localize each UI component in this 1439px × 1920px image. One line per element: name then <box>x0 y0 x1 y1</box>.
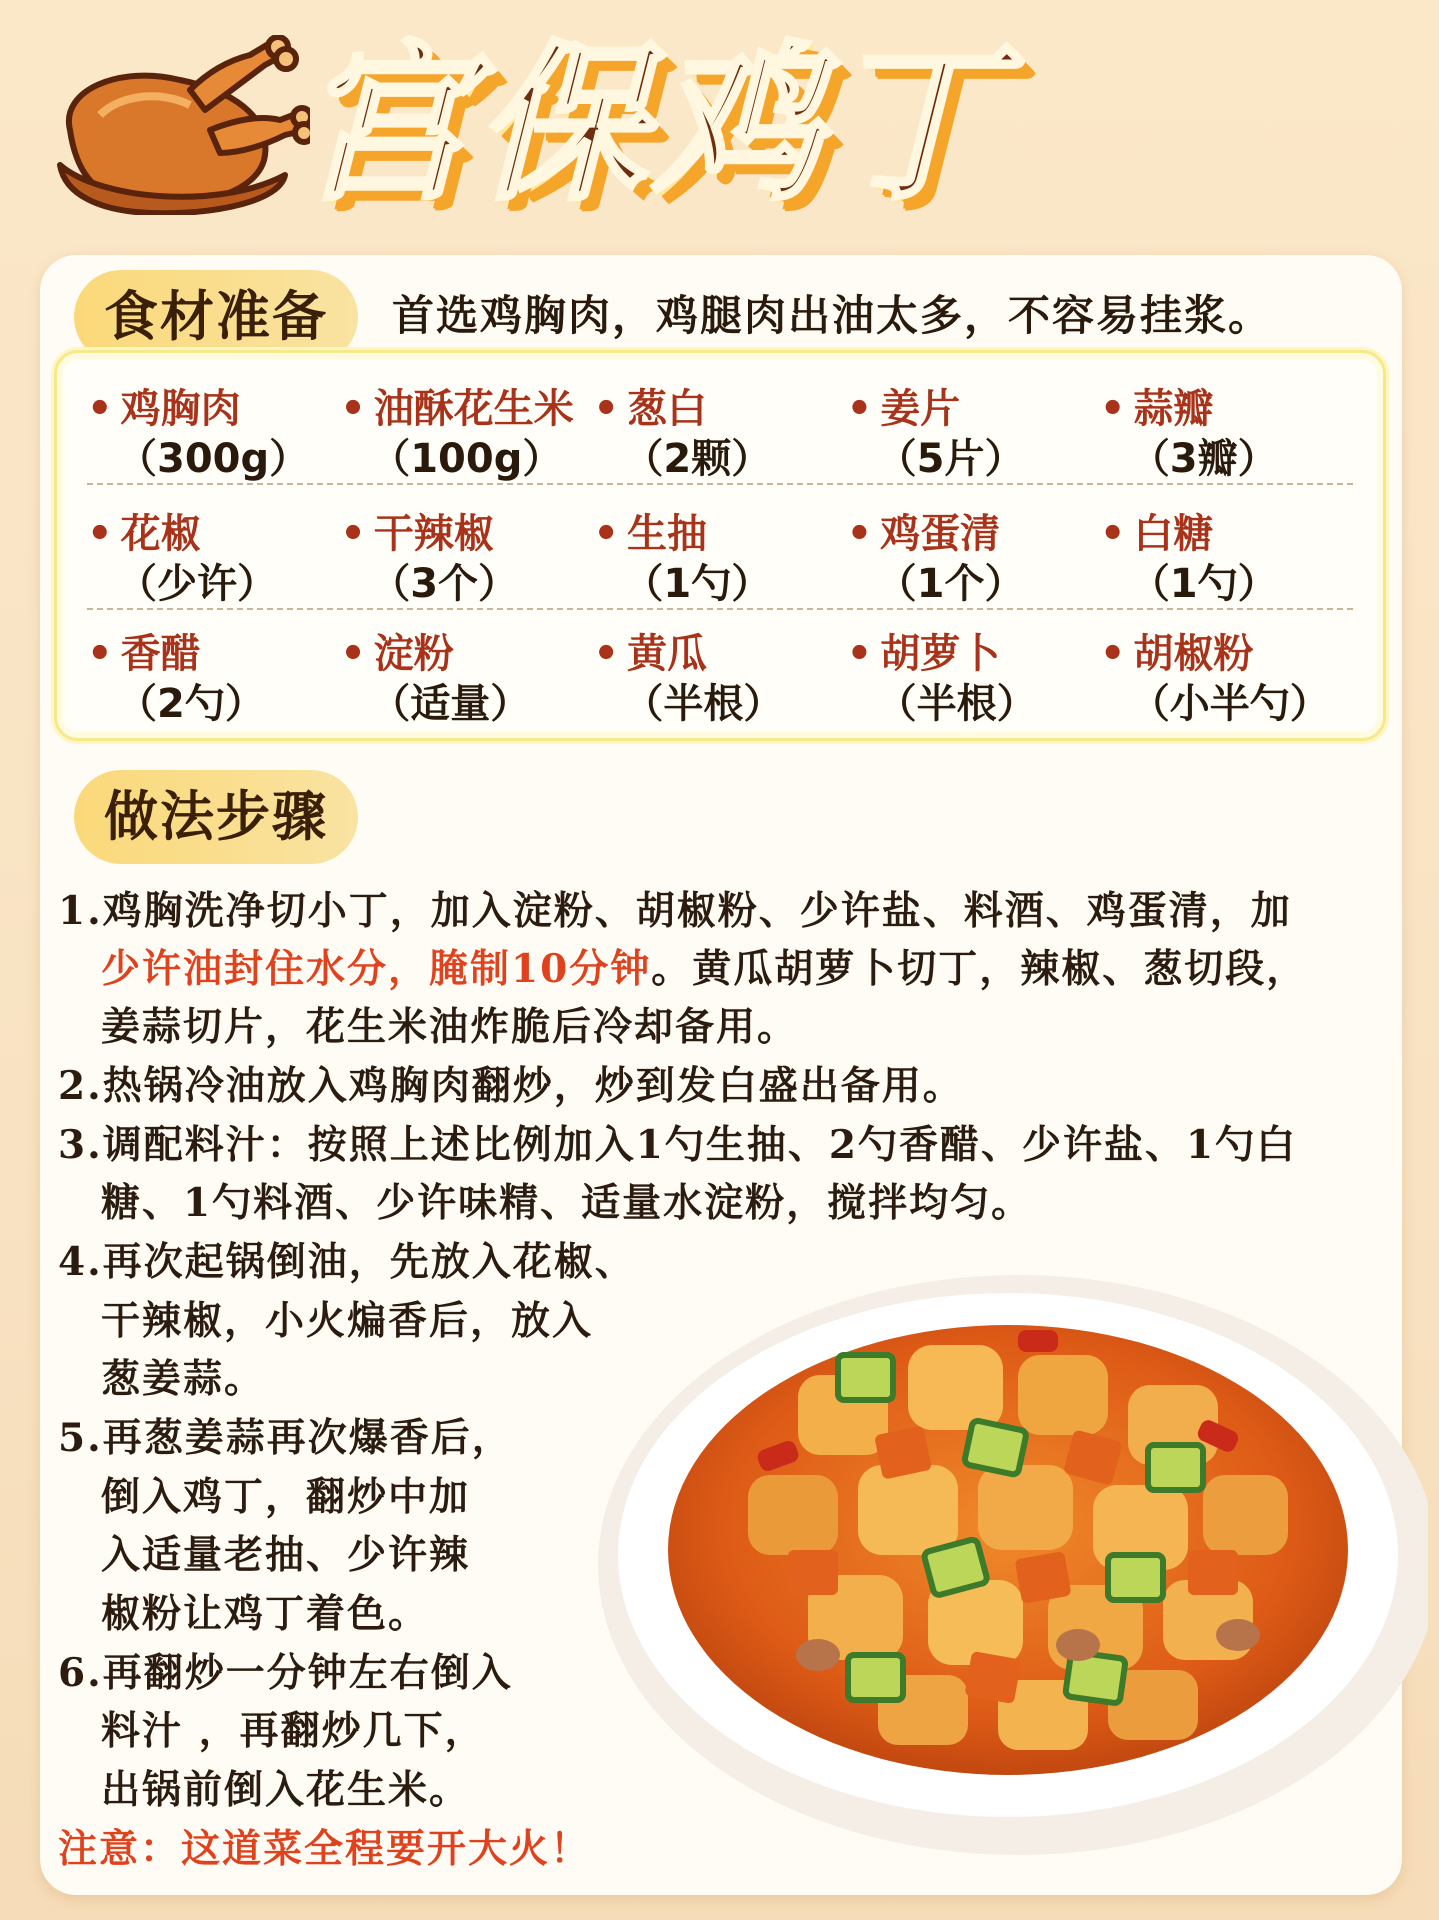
steps-section-label: 做法步骤 <box>74 770 358 864</box>
kung-pao-chicken-photo <box>548 1235 1428 1855</box>
step-3-line-2: 糖、1勺料酒、少许味精、适量水淀粉，搅拌均匀。 <box>101 1180 1033 1226</box>
ingredient-item: • 香醋 （2勺） <box>87 631 265 727</box>
ingredients-section-label: 食材准备 <box>74 270 358 364</box>
step-6-line-2: 料汁 ，再翻炒几下， <box>101 1708 486 1754</box>
ingredient-item: • 胡萝卜 （半根） <box>846 631 1037 727</box>
header <box>0 0 1439 250</box>
ingredients-row <box>87 608 1353 728</box>
step-1-line-1: 1.鸡胸洗净切小丁，加入淀粉、胡椒粉、少许盐、料酒、鸡蛋清，加 <box>58 888 1292 934</box>
ingredient-item: • 淀粉 （适量） <box>340 631 531 727</box>
note-warning: 注意：这道菜全程要开大火！ <box>58 1826 592 1872</box>
ingredient-item: • 白糖 （1勺） <box>1099 511 1278 607</box>
ingredient-item: • 花椒 （少许） <box>87 511 277 607</box>
page-title: 宫保鸡丁 <box>300 26 1005 224</box>
step-2: 2.热锅冷油放入鸡胸肉翻炒，炒到发白盛出备用。 <box>58 1063 964 1109</box>
step-1-line-3: 姜蒜切片，花生米油炸脆后冷却备用。 <box>101 1004 799 1050</box>
ingredient-item: • 蒜瓣 （3瓣） <box>1099 386 1278 482</box>
step-6-line-1: 6.再翻炒一分钟左右倒入 <box>58 1650 513 1696</box>
ingredient-item: • 姜片 （5片） <box>846 386 1025 482</box>
ingredient-item: • 葱白 （2颗） <box>593 386 772 482</box>
step-5-line-4: 椒粉让鸡丁着色。 <box>101 1591 430 1637</box>
step-3-line-1: 3.调配料汁：按照上述比例加入1勺生抽、2勺香醋、少许盐、1勺白 <box>58 1122 1298 1168</box>
step-5-line-1: 5.再葱姜蒜再次爆香后， <box>58 1415 513 1461</box>
step-4-line-3: 葱姜蒜。 <box>101 1356 266 1402</box>
step-1-highlight: 少许油封住水分，腌制10分钟 <box>101 946 652 992</box>
step-1-line-2: 少许油封住水分，腌制10分钟。黄瓜胡萝卜切丁，辣椒、葱切段， <box>101 946 1308 992</box>
step-4-line-1: 4.再次起锅倒油，先放入花椒、 <box>58 1239 636 1285</box>
ingredient-item: • 鸡蛋清 （1个） <box>846 511 1025 607</box>
roast-chicken-icon <box>40 35 310 215</box>
ingredient-item: • 黄瓜 （半根） <box>593 631 784 727</box>
ingredient-item: • 鸡胸肉 （300g） <box>87 386 310 482</box>
ingredients-box <box>54 350 1386 741</box>
ingredients-row <box>87 488 1353 610</box>
step-5-line-3: 入适量老抽、少许辣 <box>101 1532 471 1578</box>
ingredients-row <box>87 363 1353 485</box>
step-6-line-3: 出锅前倒入花生米。 <box>101 1767 471 1813</box>
step-5-line-2: 倒入鸡丁，翻炒中加 <box>101 1474 471 1520</box>
ingredient-item: • 油酥花生米 （100g） <box>340 386 574 482</box>
ingredient-item: • 胡椒粉 （小半勺） <box>1099 631 1330 727</box>
ingredients-intro: 首选鸡胸肉，鸡腿肉出油太多，不容易挂浆。 <box>392 291 1273 340</box>
step-4-line-2: 干辣椒，小火煸香后，放入 <box>101 1298 594 1344</box>
ingredient-item: • 生抽 （1勺） <box>593 511 772 607</box>
ingredient-item: • 干辣椒 （3个） <box>340 511 519 607</box>
